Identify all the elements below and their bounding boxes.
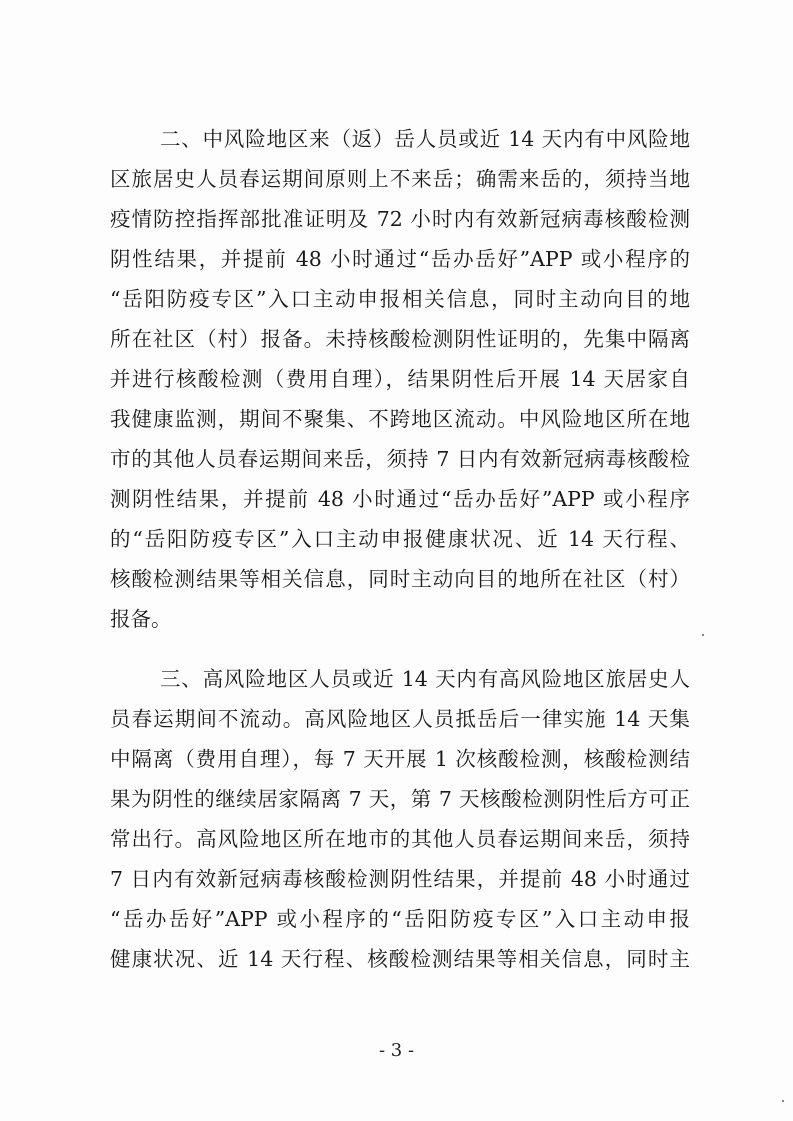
section-3-line-3: 中隔离（费用自理），每 7 天开展 1 次核酸检测，核酸检测结: [110, 747, 690, 771]
section-2-line-5: “岳阳防疫专区”入口主动申报相关信息，同时主动向目的地: [110, 287, 690, 311]
page-number: - 3 -: [378, 1040, 415, 1061]
section-3-line-8: 健康状况、近 14 天行程、核酸检测结果等相关信息，同时主: [110, 947, 690, 971]
section-2-line-1: 二、中风险地区来（返）岳人员或近 14 天内有中风险地: [160, 127, 690, 151]
section-2-line-8: 我健康监测，期间不聚集、不跨地区流动。中风险地区所在地: [110, 407, 690, 431]
section-3-line-2: 员春运期间不流动。高风险地区人员抵岳后一律实施 14 天集: [110, 707, 690, 731]
section-3-line-4: 果为阴性的继续居家隔离 7 天，第 7 天核酸检测阴性后方可正: [110, 787, 690, 811]
section-2-line-2: 区旅居史人员春运期间原则上不来岳；确需来岳的，须持当地: [110, 167, 690, 191]
section-2-line-10: 测阴性结果，并提前 48 小时通过“岳办岳好”APP 或小程序: [110, 487, 690, 511]
section-2-line-12: 核酸检测结果等相关信息，同时主动向目的地所在社区（村）: [110, 567, 690, 591]
section-3-line-5: 常出行。高风险地区所在地市的其他人员春运期间来岳，须持: [110, 827, 690, 851]
section-2-line-3: 疫情防控指挥部批准证明及 72 小时内有效新冠病毒核酸检测: [110, 207, 690, 231]
section-2-line-6: 所在社区（村）报备。未持核酸检测阴性证明的，先集中隔离: [110, 327, 690, 351]
section-3-line-1: 三、高风险地区人员或近 14 天内有高风险地区旅居史人: [160, 667, 690, 691]
section-3-line-7: “岳办岳好”APP 或小程序的“岳阳防疫专区”入口主动申报: [110, 907, 690, 931]
section-2-line-13: 报备。: [110, 607, 172, 631]
scan-speck: [702, 634, 704, 636]
section-2-line-7: 并进行核酸检测（费用自理），结果阴性后开展 14 天居家自: [110, 367, 690, 391]
section-2-line-4: 阴性结果，并提前 48 小时通过“岳办岳好”APP 或小程序的: [110, 247, 690, 271]
scan-speck: [782, 1100, 784, 1102]
section-2-line-11: 的“岳阳防疫专区”入口主动申报健康状况、近 14 天行程、: [110, 527, 690, 551]
section-2-line-9: 市的其他人员春运期间来岳，须持 7 日内有效新冠病毒核酸检: [110, 447, 690, 471]
section-3-line-6: 7 日内有效新冠病毒核酸检测阴性结果，并提前 48 小时通过: [110, 867, 690, 891]
